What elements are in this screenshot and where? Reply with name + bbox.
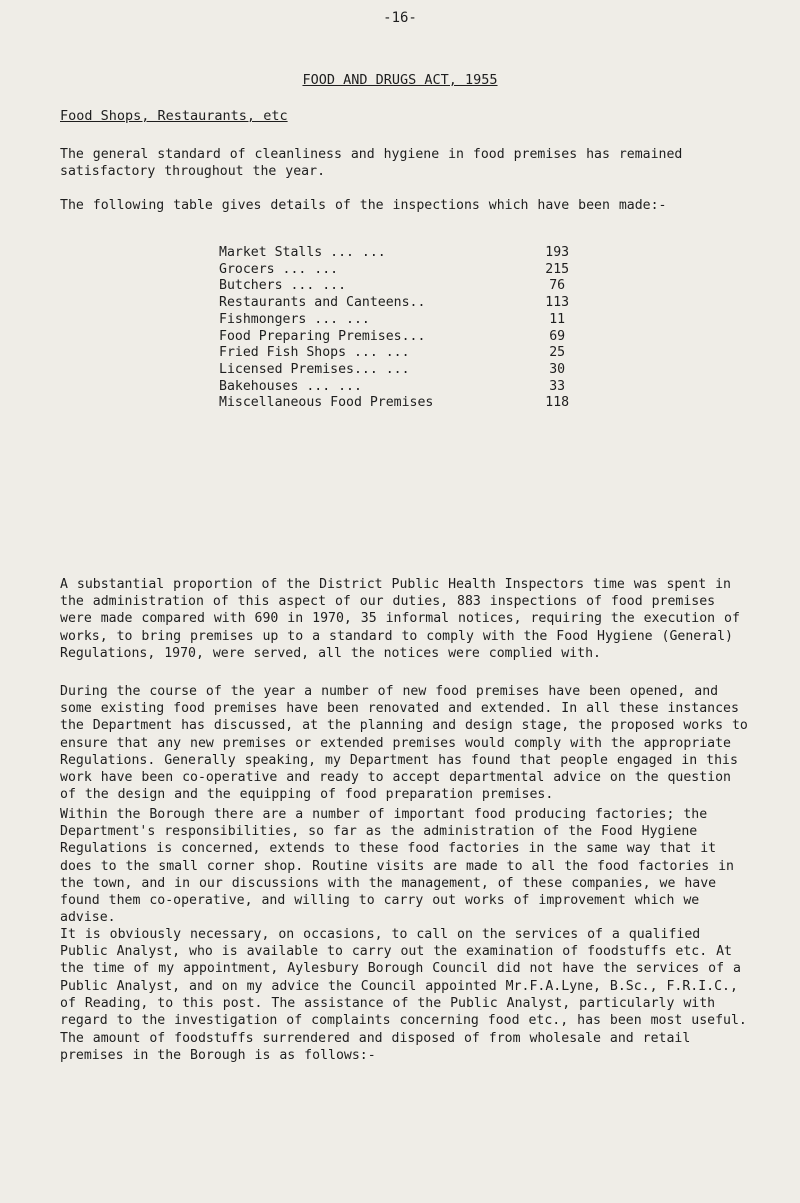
inspection-count: 76	[549, 278, 566, 294]
paragraph-food-factories: Within the Borough there are a number of important food producing factories; the Department's responsibilities, so far as the administration of the Food Hygiene Regulations is concerned, extends to these food factories in the same way that it does to the small corner shop. Routine visits are made to all the food factories in the town, and in our discussions with the management, of these companies, we have found them co-operative, and willing to carry out works of improvement which we advise.	[60, 807, 734, 926]
table-row	[219, 395, 579, 412]
premises-type: Miscellaneous Food Premises	[219, 395, 434, 411]
inspection-count: 193	[545, 245, 570, 260]
inspection-count: 11	[549, 311, 566, 327]
paragraph-table-intro: The following table gives details of the inspections which have been made:-	[60, 198, 667, 213]
table-row	[219, 262, 579, 279]
paragraph-inspectors-time: A substantial proportion of the District Public Health Inspectors time was spent in the administration of this aspect of our duties, 883 inspections of food premises were made compared with 690 in 1970, 35 informal notices, requiring the execution of works, to bring premises up to a standard to comply with the Food Hygiene (General) Regulations, 1970, were served, all the notices were complied with.	[60, 577, 740, 661]
table-row	[219, 362, 579, 379]
page-number: -16-	[383, 10, 417, 26]
premises-type: Fishmongers ... ...	[219, 311, 370, 327]
inspection-count: 69	[549, 328, 566, 344]
table-row	[219, 379, 579, 396]
inspections-table	[219, 245, 579, 412]
act-title: FOOD AND DRUGS ACT, 1955	[302, 72, 498, 88]
table-row	[219, 329, 579, 346]
premises-type: Restaurants and Canteens..	[219, 295, 426, 311]
inspection-count: 113	[545, 295, 570, 311]
paragraph-general-standard: The general standard of cleanliness and hygiene in food premises has remained satisfactory throughout the year.	[60, 147, 683, 180]
premises-type: Licensed Premises... ...	[219, 361, 410, 377]
section-heading: Food Shops, Restaurants, etc	[60, 108, 288, 124]
inspection-count: 30	[549, 361, 566, 377]
table-row	[219, 345, 579, 362]
premises-type: Market Stalls ... ...	[219, 245, 386, 260]
table-row	[219, 295, 579, 312]
premises-type: Bakehouses ... ...	[219, 378, 362, 394]
table-row	[219, 245, 579, 262]
inspection-count: 118	[545, 395, 570, 411]
premises-type: Grocers ... ...	[219, 261, 339, 277]
paragraph-public-analyst: It is obviously necessary, on occasions, to call on the services of a qualified Public Analyst, who is available to carry out the examination of foodstuffs etc. At the time of my appointment, Aylesbury Borough Council did not have the services of a Public Analyst, and on my advice the Council appointed Mr.F.A.Lyne, B.Sc., F.R.I.C., of Reading, to this post. The assistance of the Public Analyst, particularly with regard to the investigation of complaints concerning food etc., has been most useful.	[60, 927, 747, 1029]
inspection-count: 25	[549, 345, 566, 361]
inspection-count: 215	[545, 261, 570, 277]
paragraph-new-premises: During the course of the year a number of new food premises have been opened, and some existing food premises have been renovated and extended. In all these instances the Department has discussed, at the planning and design stage, the proposed works to ensure that any new premises or extended premises would comply with the appropriate Regulations. Generally speaking, my Department has found that people engaged in this work have been co-operative and ready to accept departmental advice on the question of the design and the equipping of food preparation premises.	[60, 684, 748, 803]
premises-type: Butchers ... ...	[219, 278, 347, 294]
premises-type: Food Preparing Premises...	[219, 328, 426, 344]
paragraph-foodstuffs-surrendered: The amount of foodstuffs surrendered and disposed of from wholesale and retail premises in the Borough is as follows:-	[60, 1031, 691, 1064]
premises-type: Fried Fish Shops ... ...	[219, 345, 410, 361]
inspection-count: 33	[549, 378, 566, 394]
table-row	[219, 278, 579, 295]
table-row	[219, 312, 579, 329]
